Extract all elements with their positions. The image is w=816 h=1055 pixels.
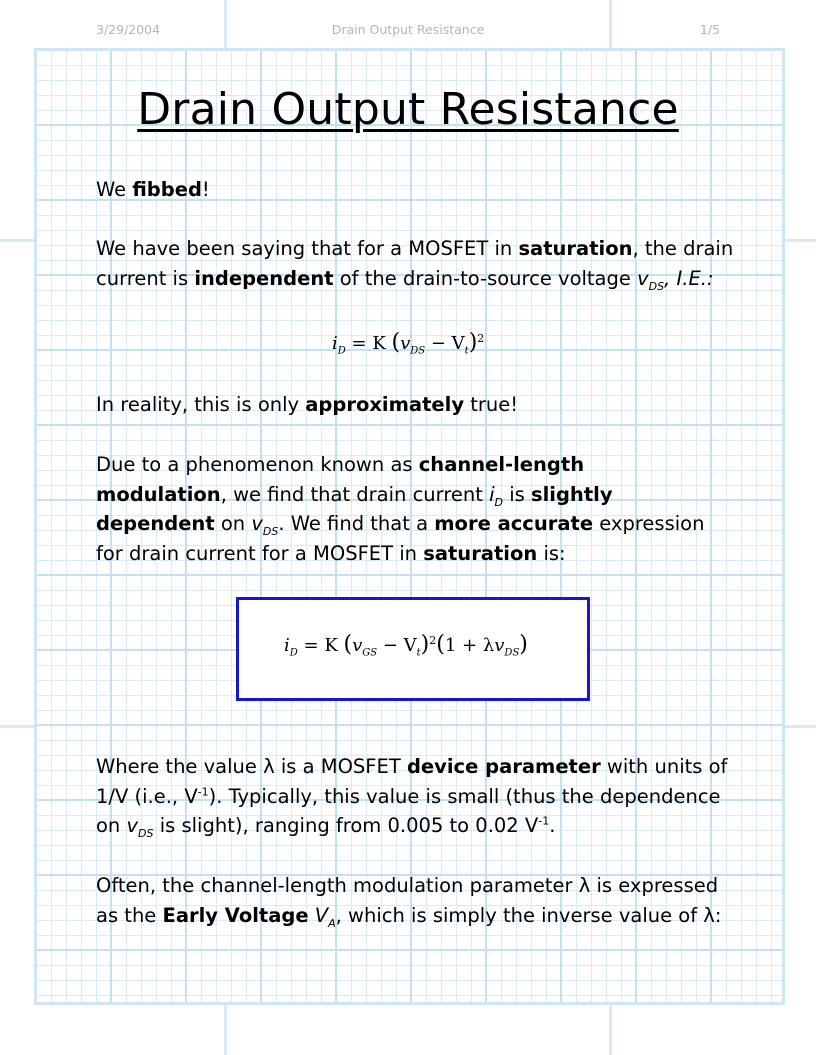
header-date: 3/29/2004 (96, 22, 161, 37)
header-title: Drain Output Resistance (331, 22, 485, 37)
paragraph-channel-length-modulation: Due to a phenomenon known as channel-length modulation, we find that drain current $i_D$ is slightly dependent on $v_{DS}$. We find that a more accurate expression for drain current for a MOSFET in saturation is: (96, 453, 705, 565)
paragraph-lambda-parameter: Where the value λ is a MOSFET device parameter with units of 1/V (i.e., $V^{-1}$). Typically, this value is small (thus the dependence on $v_{DS}$ is slight), ranging from 0.005 to 0.02 $V^{-1}$. (96, 755, 728, 840)
header-page-number: 1/5 (699, 22, 720, 37)
equation-accurate-drain-current: $i_D = K$ $(v_{GS} - V_t)^2(1 + \lambda v_{DS})$ (284, 632, 528, 659)
paragraph-approximately: In reality, this is only approximately true! (96, 393, 519, 416)
equation-ideal-drain-current: $i_D = K$ $(v_{DS} - V_t)^2$ (332, 330, 485, 357)
paragraph-early-voltage: Often, the channel-length modulation parameter λ is expressed as the Early Voltage $V_A$, which is simply the inverse value of λ: (96, 874, 722, 930)
paragraph-fibbed: We fibbed! (96, 178, 210, 201)
page-title: Drain Output Resistance (137, 84, 679, 135)
paragraph-saturation-claim: We have been saying that for a MOSFET in saturation, the drain current is independent of the drain-to-source voltage $v_{DS}$, I.E.: (96, 237, 734, 293)
